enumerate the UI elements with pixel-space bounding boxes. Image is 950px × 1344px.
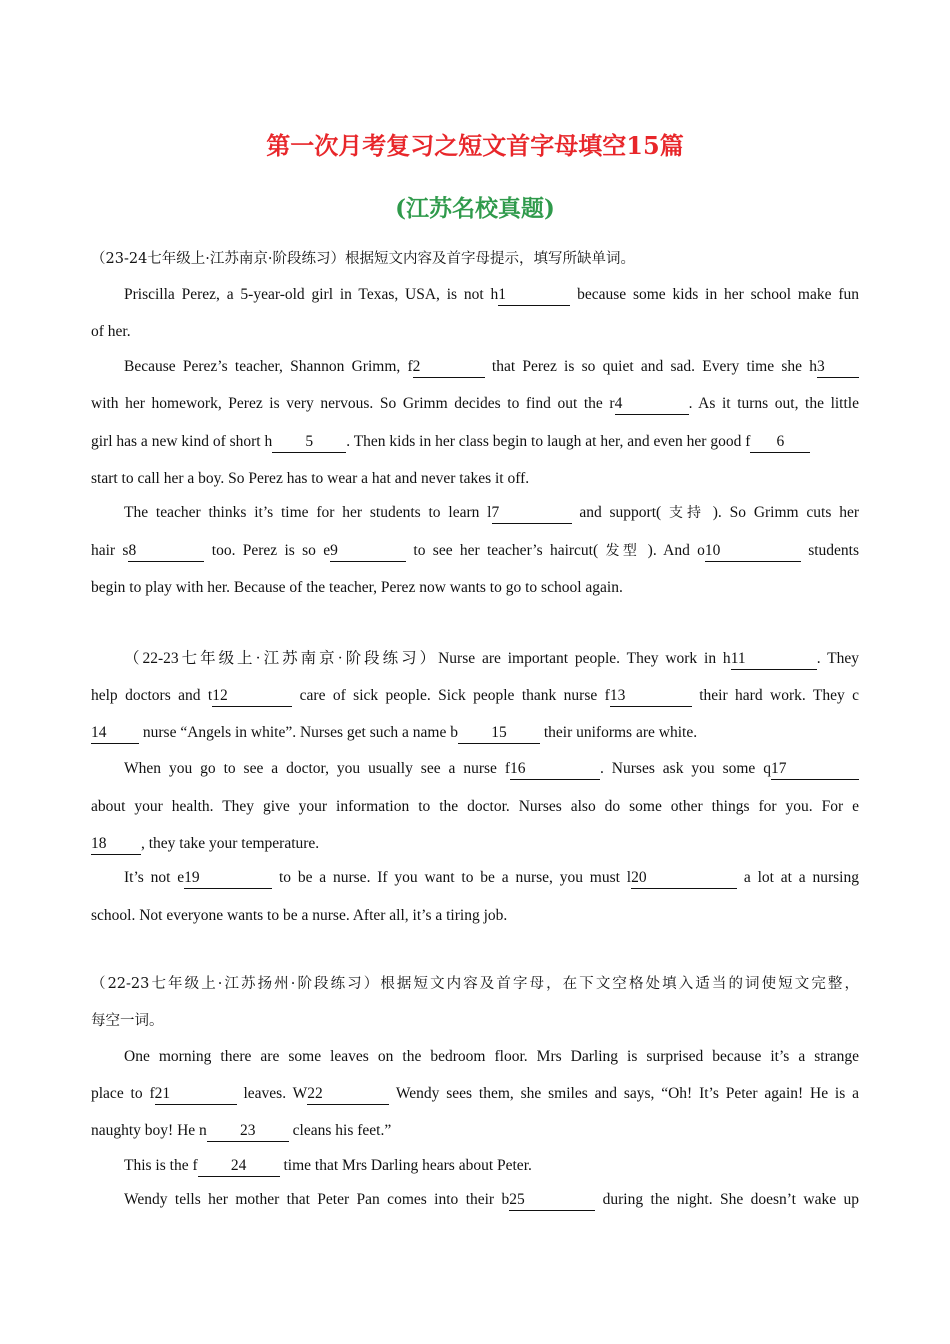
passage2-line: 18 , they take your temperature. [91, 831, 859, 857]
blank-10: 10 [705, 542, 801, 562]
blank-19: 19 [184, 869, 272, 889]
passage1-line: of her. [91, 323, 131, 340]
blank-5: 5 [272, 433, 346, 453]
blank-9: 9 [330, 542, 406, 562]
passage1-line: The teacher thinks it’s time for her students to learn l7 and support( 支持 ). So Grimm cuts her [124, 500, 859, 526]
passage3-line: naughty boy! He n 23 cleans his feet.” [91, 1118, 859, 1144]
blank-13: 13 [610, 687, 692, 707]
blank-20: 20 [631, 869, 737, 889]
blank-21: 21 [155, 1085, 237, 1105]
chinese-gloss: 支持 [669, 505, 705, 521]
blank-22: 22 [307, 1085, 389, 1105]
passage2-line: about your health. They give your information to the doctor. Nurses also do some other things for you. For e [91, 798, 859, 815]
document-subtitle: (江苏名校真题) [395, 195, 555, 222]
blank-1: 1 [498, 286, 570, 306]
blank-7: 7 [492, 504, 572, 524]
blank-18: 18 [91, 835, 141, 855]
passage1-line: Priscilla Perez, a 5-year-old girl in Texas, USA, is not h1 because some kids in her school make fun [124, 282, 859, 308]
passage2-line: （22-23七年级上·江苏南京·阶段练习）Nurse are important people. They work in h11 . They [124, 646, 859, 672]
blank-16: 16 [510, 760, 600, 780]
passage2-line: help doctors and t12 care of sick people. Sick people thank nurse f13 their hard work. They c [91, 683, 859, 709]
blank-3: 3 [817, 358, 859, 378]
passage2-line: 14 nurse “Angels in white”. Nurses get such a name b 15 their uniforms are white. [91, 720, 859, 746]
passage3-line: Wendy tells her mother that Peter Pan comes into their b25 during the night. She doesn’t wake up [124, 1187, 859, 1213]
passage1-line: Because Perez’s teacher, Shannon Grimm, f2 that Perez is so quiet and sad. Every time she h3 [124, 354, 859, 380]
blank-17: 17 [771, 760, 859, 780]
blank-25: 25 [509, 1191, 595, 1211]
blank-23: 23 [207, 1122, 289, 1142]
passage3-source: 每空一词。 [91, 1013, 164, 1029]
passage1-line: begin to play with her. Because of the teacher, Perez now wants to go to school again. [91, 579, 623, 596]
passage1-line: start to call her a boy. So Perez has to wear a hat and never takes it off. [91, 470, 530, 487]
passage3-line: One morning there are some leaves on the bedroom floor. Mrs Darling is surprised because it’s a strange [124, 1048, 859, 1065]
chinese-gloss: 发型 [605, 543, 641, 559]
document-title: 第一次月考复习之短文首字母填空15篇 [266, 131, 684, 160]
passage1-line: with her homework, Perez is very nervous. So Grimm decides to find out the r4 . As it turns out, the little [91, 391, 859, 417]
blank-2: 2 [413, 358, 485, 378]
passage3-source: （22-23七年级上·江苏扬州·阶段练习）根据短文内容及首字母，在下文空格处填入适当的词使短文完整， [91, 976, 859, 992]
blank-8: 8 [128, 542, 204, 562]
blank-4: 4 [615, 395, 689, 415]
passage1-line: girl has a new kind of short h 5 . Then kids in her class begin to laugh at her, and even her good f 6 [91, 429, 879, 455]
blank-6: 6 [750, 433, 810, 453]
blank-12: 12 [212, 687, 292, 707]
blank-11: 11 [731, 650, 817, 670]
passage3-line: place to f21 leaves. W22 Wendy sees them, she smiles and says, “Oh! It’s Peter again! He is a [91, 1081, 859, 1107]
passage1-line: hair s8 too. Perez is so e9 to see her teacher’s haircut( 发型 ). And o10 students [91, 538, 859, 564]
passage2-line: It’s not e19 to be a nurse. If you want to be a nurse, you must l20 a lot at a nursing [124, 865, 859, 891]
passage2-line: school. Not everyone wants to be a nurse. After all, it’s a tiring job. [91, 907, 508, 924]
passage1-source: （23-24七年级上·江苏南京·阶段练习）根据短文内容及首字母提示，填写所缺单词。 [91, 251, 636, 267]
blank-14: 14 [91, 724, 139, 744]
blank-15: 15 [458, 724, 540, 744]
passage2-line: When you go to see a doctor, you usually see a nurse f16 . Nurses ask you some q17 [124, 756, 859, 782]
blank-24: 24 [198, 1157, 280, 1177]
passage3-line: This is the f 24 time that Mrs Darling hears about Peter. [124, 1153, 859, 1179]
